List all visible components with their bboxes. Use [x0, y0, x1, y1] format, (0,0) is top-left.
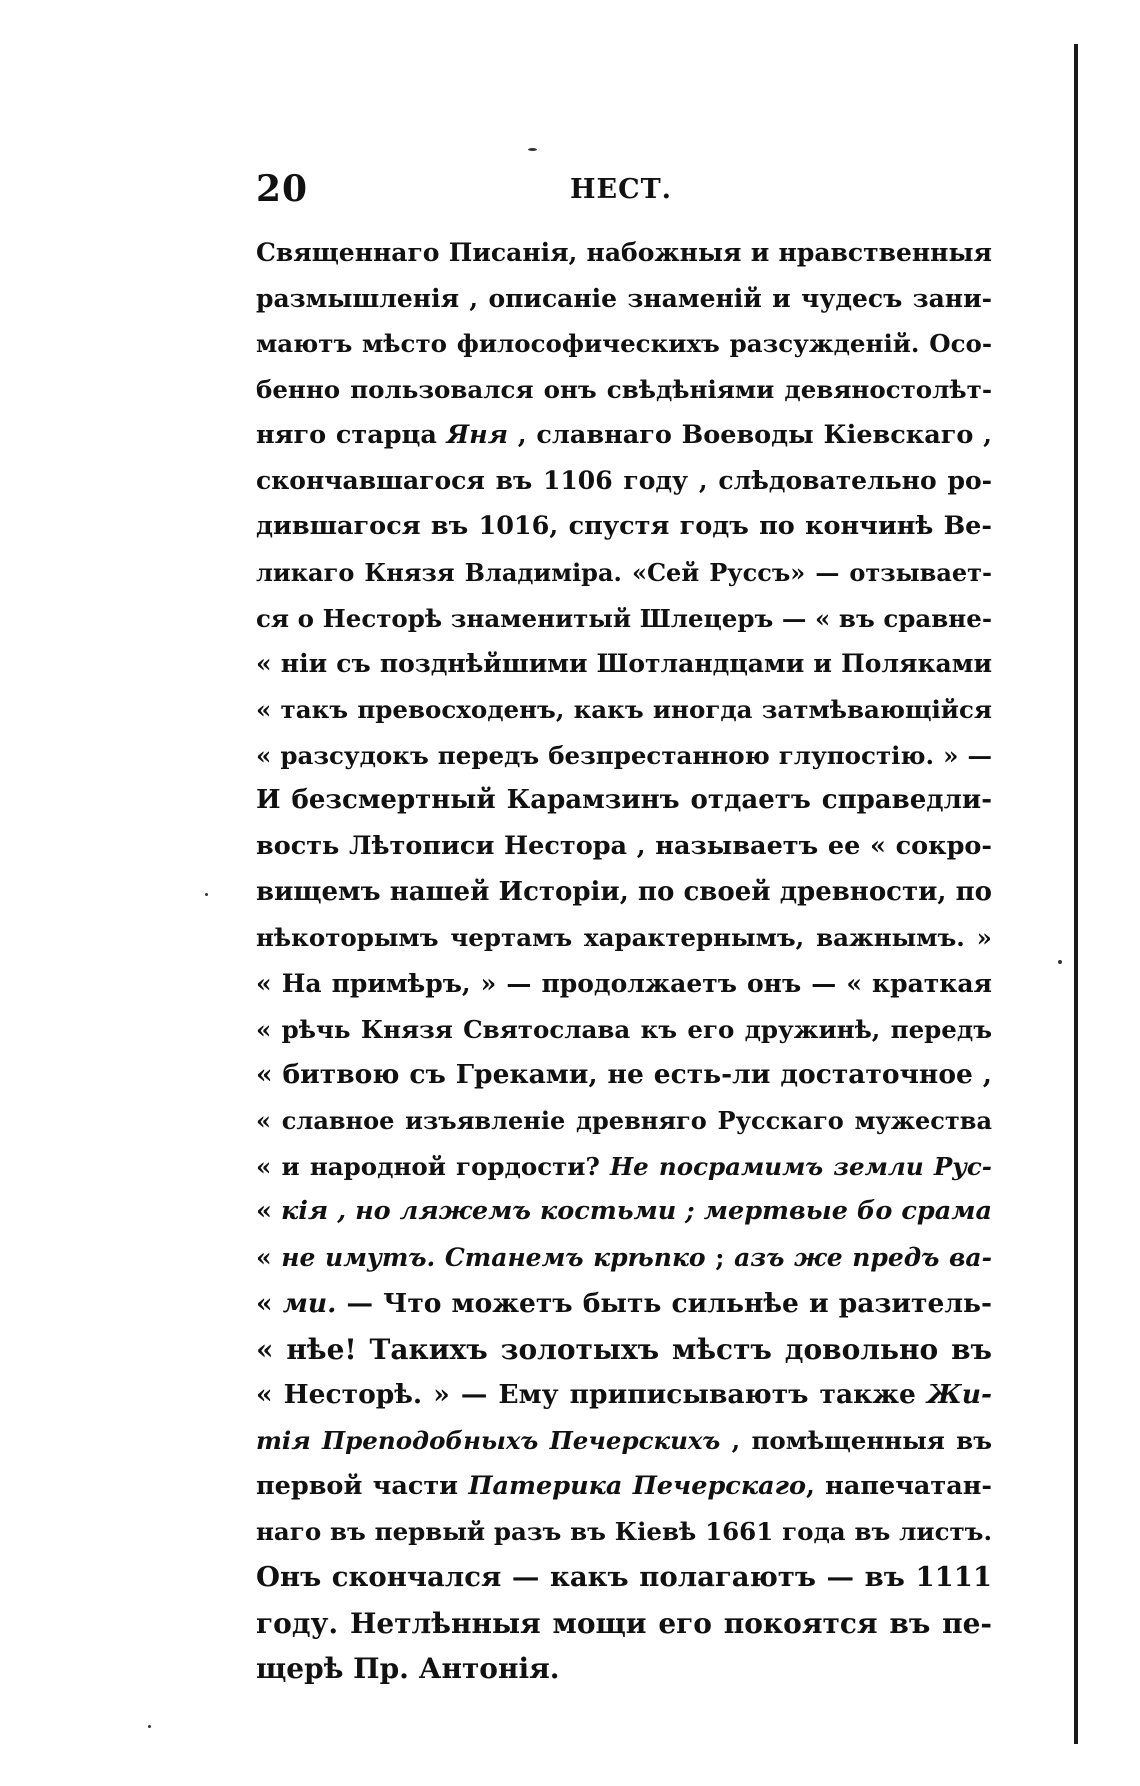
text-segment: « такъ превосходенъ, какъ иногда затмѣвающійся: [256, 694, 992, 724]
text-line: [256, 733, 992, 779]
italic-text-segment: не имутъ. Станемъ крѣпко: [281, 1243, 706, 1273]
print-speck: [1058, 960, 1062, 964]
text-segment: , славнаго Воеводы Кіевскаго ,: [508, 419, 992, 450]
text-line: [256, 1007, 992, 1053]
text-line: [256, 367, 992, 413]
text-segment: « разсудокъ передъ безпрестанною глупостію. » —: [256, 740, 992, 770]
text-line: [256, 596, 992, 642]
text-line: [256, 1281, 992, 1327]
italic-text-segment: кія , но ляжемъ костьми ; мертвые бо срама: [280, 1196, 992, 1227]
text-segment: И безсмертный Карамзинъ отдаетъ справедли-: [256, 785, 992, 816]
text-line: [256, 870, 992, 916]
text-segment: ся о Несторѣ знаменитый Шлецеръ — « въ сравне-: [256, 603, 992, 633]
text-line: [256, 1144, 992, 1190]
text-line: [256, 1418, 992, 1464]
text-segment: щерѣ Пр. Антонія.: [256, 1652, 560, 1686]
text-line: [256, 961, 992, 1007]
text-line: [256, 1509, 992, 1555]
text-segment: , помѣщенныя въ: [720, 1425, 992, 1455]
text-segment: « битвою съ Греками, не есть-ли достаточное ,: [256, 1059, 992, 1091]
text-line: [256, 641, 992, 687]
print-speck: [528, 148, 537, 151]
text-line: [256, 413, 992, 459]
text-line: [256, 550, 992, 596]
text-line: [256, 1555, 992, 1601]
text-line: [256, 230, 992, 276]
italic-text-segment: азъ же предъ ва-: [734, 1243, 992, 1273]
running-head: НЕСТ.: [570, 174, 673, 205]
italic-text-segment: Жи-: [926, 1379, 992, 1411]
text-segment: вость Лѣтописи Нестора , называетъ ее « сокро-: [256, 830, 992, 861]
text-line: [256, 1464, 992, 1510]
page-edge-line: [1074, 44, 1078, 1744]
text-segment: нѣкоторымъ чертамъ характернымъ, важнымъ. »: [256, 923, 992, 953]
italic-text-segment: Яня: [446, 419, 509, 450]
text-segment: маютъ мѣсто философическихъ разсужденій. Осо-: [256, 329, 992, 359]
text-segment: дившагося въ 1016, спустя годъ по кончинѣ Ве-: [256, 511, 992, 542]
print-speck: [148, 1725, 151, 1728]
italic-text-segment: тія Преподобныхъ Печерскихъ: [256, 1425, 721, 1455]
text-segment: , напечатан-: [805, 1470, 992, 1501]
text-segment: « славное изъявленіе древняго Русскаго мужества: [256, 1106, 992, 1136]
text-segment: « ніи съ позднѣйшими Шотландцами и Поляками: [256, 649, 992, 679]
italic-text-segment: Не посрамимъ земли Рус-: [610, 1151, 992, 1181]
text-line: [256, 824, 992, 870]
text-line: [256, 1327, 992, 1373]
text-segment: Священнаго Писанія, набожныя и нравственныя: [256, 238, 992, 267]
page-header: [256, 168, 996, 218]
text-segment: няго старца: [256, 419, 447, 450]
text-line: [256, 915, 992, 961]
text-segment: « рѣчь Князя Святослава къ его дружинѣ, передъ: [256, 1014, 992, 1044]
text-line: [256, 687, 992, 733]
text-line: [256, 1235, 992, 1281]
text-segment: «: [256, 1287, 283, 1319]
text-segment: ликаго Князя Владиміра. «Сей Руссъ» — отзывает-: [256, 557, 992, 587]
text-segment: наго въ первый разъ въ Кіевѣ 1661 года въ листъ.: [256, 1517, 992, 1547]
text-segment: « Несторѣ. » — Ему приписываютъ также: [256, 1379, 927, 1411]
text-segment: « и народной гордости?: [256, 1151, 611, 1181]
text-segment: «: [256, 1243, 282, 1273]
text-segment: « нѣе! Такихъ золотыхъ мѣстъ довольно въ: [256, 1332, 992, 1366]
text-line: [256, 1646, 992, 1692]
text-line: [256, 504, 992, 550]
text-segment: Онъ скончался — какъ полагаютъ — въ 1111: [256, 1560, 992, 1593]
text-line: [256, 1052, 992, 1098]
text-line: [256, 1189, 992, 1235]
text-segment: году. Нетлѣнныя мощи его покоятся въ пе-: [256, 1606, 992, 1640]
text-line: [256, 778, 992, 824]
text-segment: скончавшагося въ 1106 году , слѣдовательно ро-: [256, 466, 992, 496]
text-segment: «: [256, 1196, 281, 1227]
body-text: [256, 230, 992, 1692]
italic-text-segment: Патерика Печерскаго: [468, 1470, 806, 1501]
text-segment: размышленія , описаніе знаменій и чудесъ зани-: [256, 283, 992, 313]
italic-text-segment: ми.: [282, 1287, 337, 1319]
text-segment: вищемъ нашей Исторіи, по своей древности, по: [256, 876, 992, 907]
text-line: [256, 276, 992, 322]
text-segment: « На примѣръ, » — продолжаетъ онъ — « краткая: [256, 969, 992, 998]
text-line: [256, 321, 992, 367]
print-speck: [205, 893, 208, 896]
text-line: [256, 1601, 992, 1647]
text-segment: — Что можетъ быть сильнѣе и разитель-: [336, 1287, 992, 1319]
text-line: [256, 458, 992, 504]
page-number: 20: [256, 168, 309, 210]
text-segment: ;: [705, 1243, 735, 1273]
text-segment: первой части: [256, 1470, 469, 1501]
text-segment: бенно пользовался онъ свѣдѣніями девяностолѣт-: [256, 375, 992, 405]
text-line: [256, 1372, 992, 1418]
text-line: [256, 1098, 992, 1144]
